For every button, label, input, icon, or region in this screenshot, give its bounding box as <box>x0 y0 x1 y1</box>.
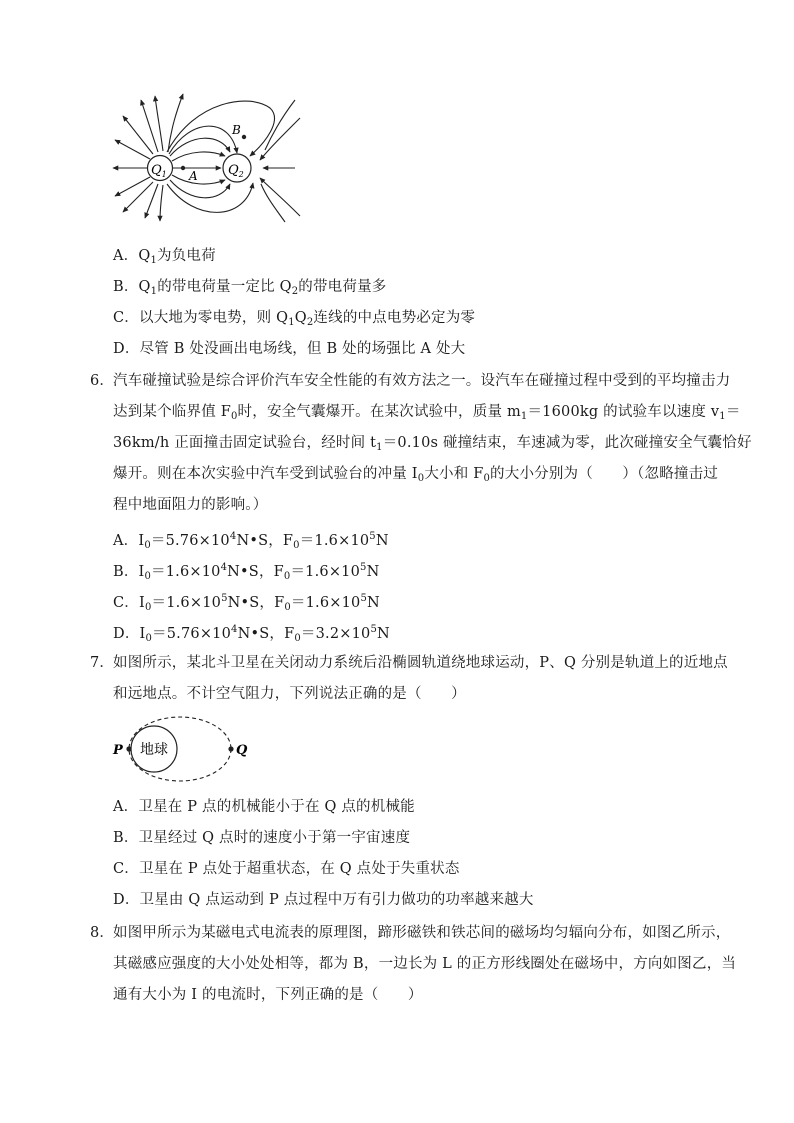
point-q <box>228 746 233 751</box>
q6-stem-line-5: 程中地面阻力的影响。） <box>113 497 268 513</box>
q7-option-d: D．卫星由 Q 点运动到 P 点过程中万有引力做功的功率越来越大 <box>113 892 534 908</box>
q7-option-b: B．卫星经过 Q 点时的速度小于第一宇宙速度 <box>113 830 411 846</box>
point-a-label: A <box>189 169 198 183</box>
electric-field-figure <box>105 88 315 223</box>
q7-option-a: A．卫星在 P 点的机械能小于在 Q 点的机械能 <box>113 799 415 815</box>
q6-stem-line-4: 爆开。则在本次实验中汽车受到试验台的冲量 $I_0$大小和 $F_0$的大小分别为（ ）（忽略撞击过 <box>113 466 718 484</box>
point-p <box>126 746 131 751</box>
q5-option-c: C．以大地为零电势，则 $Q_1Q_2$连线的中点电势必定为零 <box>113 310 476 328</box>
point-a <box>181 166 185 170</box>
q6-stem-line-2: 达到某个临界值 $F_0$时，安全气囊爆开。在某次试验中，质量 $m_1=1600kg$ 的试验车以速度 $v_1=$ <box>113 404 741 422</box>
point-b <box>242 135 246 139</box>
q8-stem-line-1: 如图甲所示为某磁电式电流表的原理图，蹄形磁铁和铁芯间的磁场均匀辐向分布，如图乙所示， <box>113 925 731 941</box>
point-b-label: B <box>232 123 241 137</box>
q8-stem-line-3: 通有大小为 I 的电流时，下列正确的是（ ） <box>113 987 423 1003</box>
q6-option-a: A．$I_0=5.76\times 10^4N•S$，$F_0=1.6\times 10^5N$ <box>113 531 389 551</box>
point-p-label: P <box>113 743 123 758</box>
q6-stem-line-3: 36km/h 正面撞击固定试验台，经时间 $t_1=0.10s$ 碰撞结束，车速减为零，此次碰撞安全气囊恰好 <box>113 435 752 453</box>
q6-option-d: D．$I_0=5.76\times 10^4N•S$，$F_0=3.2\times 10^5N$ <box>113 624 390 644</box>
svg-text:Q1: $Q_1$ <box>151 163 167 179</box>
q2-label: Q <box>228 163 239 178</box>
q5-option-b: B．$Q_1$的带电荷量一定比 $Q_2$的带电荷量多 <box>113 279 387 297</box>
q8-number: 8． <box>90 925 115 941</box>
q1-label: Q <box>151 163 162 178</box>
q7-stem-line-2: 和远地点。不计空气阻力，下列说法正确的是（ ） <box>113 686 466 702</box>
earth-label: 地球 <box>140 742 168 758</box>
q7-number: 7． <box>90 655 115 671</box>
q7-stem-line-1: 如图所示，某北斗卫星在关闭动力系统后沿椭圆轨道绕地球运动，P、Q 分别是轨道上的近地点 <box>113 655 728 671</box>
orbit-figure <box>110 712 260 788</box>
q6-option-b: B．$I_0=1.6\times 10^4N•S$，$F_0=1.6\times 10^5N$ <box>113 562 380 582</box>
q5-option-a: A．$Q_1$为负电荷 <box>113 248 216 266</box>
q8-stem-line-2: 其磁感应强度的大小处处相等，都为 B，一边长为 L 的正方形线圈处在磁场中，方向如图乙，当 <box>113 956 737 972</box>
point-q-label: Q <box>236 743 248 758</box>
q6-stem-line-1: 汽车碰撞试验是综合评价汽车安全性能的有效方法之一。设汽车在碰撞过程中受到的平均撞击力 <box>113 373 731 389</box>
q7-option-c: C．卫星在 P 点处于超重状态，在 Q 点处于失重状态 <box>113 861 460 877</box>
svg-text:Q2: $Q_2$ <box>228 163 244 179</box>
q6-option-c: C．$I_0=1.6\times 10^5N•S$，$F_0=1.6\times 10^5N$ <box>113 593 380 613</box>
q6-number: 6． <box>90 373 115 389</box>
q5-option-d: D．尽管 B 处没画出电场线，但 B 处的场强比 A 处大 <box>113 341 466 357</box>
